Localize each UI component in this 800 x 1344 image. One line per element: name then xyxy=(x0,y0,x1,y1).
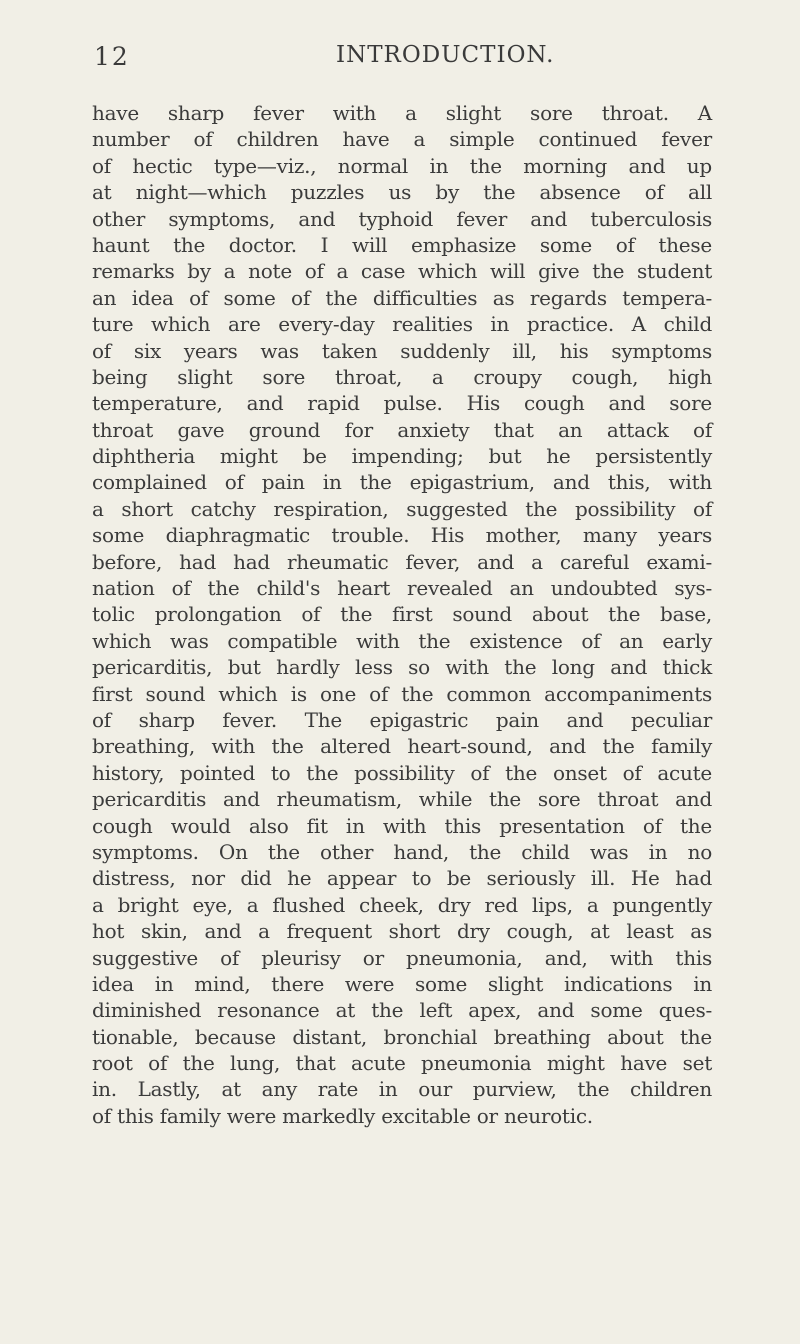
text-line: cough would also fit in with this presentation of the xyxy=(92,813,712,838)
text-line: complained of pain in the epigastrium, and this, with xyxy=(92,470,712,495)
running-head xyxy=(86,42,726,78)
text-line: a short catchy respiration, suggested the possibility of xyxy=(92,496,712,521)
text-line: of sharp fever. The epigastric pain and peculiar xyxy=(92,707,712,732)
page-number: 12 xyxy=(94,42,130,71)
text-line: root of the lung, that acute pneumonia might have set xyxy=(92,1051,712,1076)
text-line: haunt the doctor. I will emphasize some of these xyxy=(92,232,712,257)
text-line: have sharp fever with a slight sore throat. A xyxy=(92,101,712,125)
body-paragraph xyxy=(92,100,712,1129)
text-line: being slight sore throat, a croupy cough, high xyxy=(92,364,712,389)
text-line: other symptoms, and typhoid fever and tuberculosis xyxy=(92,206,712,231)
text-line: nation of the child's heart revealed an undoubted sys- xyxy=(92,576,712,601)
text-line: tionable, because distant, bronchial breathing about the xyxy=(92,1024,712,1049)
text-line: history, pointed to the possibility of the onset of acute xyxy=(92,760,712,785)
text-line: pericarditis and rheumatism, while the sore throat and xyxy=(92,787,712,812)
text-line: remarks by a note of a case which will give the student xyxy=(92,259,712,284)
text-line: of six years was taken suddenly ill, his symptoms xyxy=(92,338,712,363)
text-line: idea in mind, there were some slight indications in xyxy=(92,971,712,996)
text-line: in. Lastly, at any rate in our purview, the children xyxy=(92,1077,712,1102)
text-line: some diaphragmatic trouble. His mother, many years xyxy=(92,523,712,548)
text-line: breathing, with the altered heart-sound, and the family xyxy=(92,734,712,759)
text-line: pericarditis, but hardly less so with the long and thick xyxy=(92,655,712,680)
text-line: of hectic type—viz., normal in the morning and up xyxy=(92,153,712,178)
text-line: tolic prolongation of the first sound about the base, xyxy=(92,602,712,627)
text-line: temperature, and rapid pulse. His cough and sore xyxy=(92,391,712,416)
text-line: an idea of some of the difficulties as regards tempera- xyxy=(92,285,712,310)
text-line: ture which are every-day realities in practice. A child xyxy=(92,312,712,337)
text-line: diphtheria might be impending; but he persistently xyxy=(92,444,712,469)
text-line: diminished resonance at the left apex, and some ques- xyxy=(92,998,712,1023)
text-line: first sound which is one of the common accompaniments xyxy=(92,681,712,706)
text-line: hot skin, and a frequent short dry cough, at least as xyxy=(92,919,712,944)
text-line: throat gave ground for anxiety that an attack of xyxy=(92,417,712,442)
text-line: symptoms. On the other hand, the child was in no xyxy=(92,839,712,864)
text-line: number of children have a simple continued fever xyxy=(92,127,712,152)
text-line: before, had had rheumatic fever, and a careful exami- xyxy=(92,549,712,574)
text-line: suggestive of pleurisy or pneumonia, and, with this xyxy=(92,945,712,970)
text-line: distress, nor did he appear to be seriously ill. He had xyxy=(92,866,712,891)
text-line: of this family were markedly excitable or neurotic. xyxy=(92,1103,593,1128)
text-line: a bright eye, a flushed cheek, dry red lips, a pungently xyxy=(92,892,712,917)
running-title: INTRODUCTION. xyxy=(336,42,555,68)
text-line: at night—which puzzles us by the absence of all xyxy=(92,180,712,205)
text-line: which was compatible with the existence of an early xyxy=(92,628,712,653)
